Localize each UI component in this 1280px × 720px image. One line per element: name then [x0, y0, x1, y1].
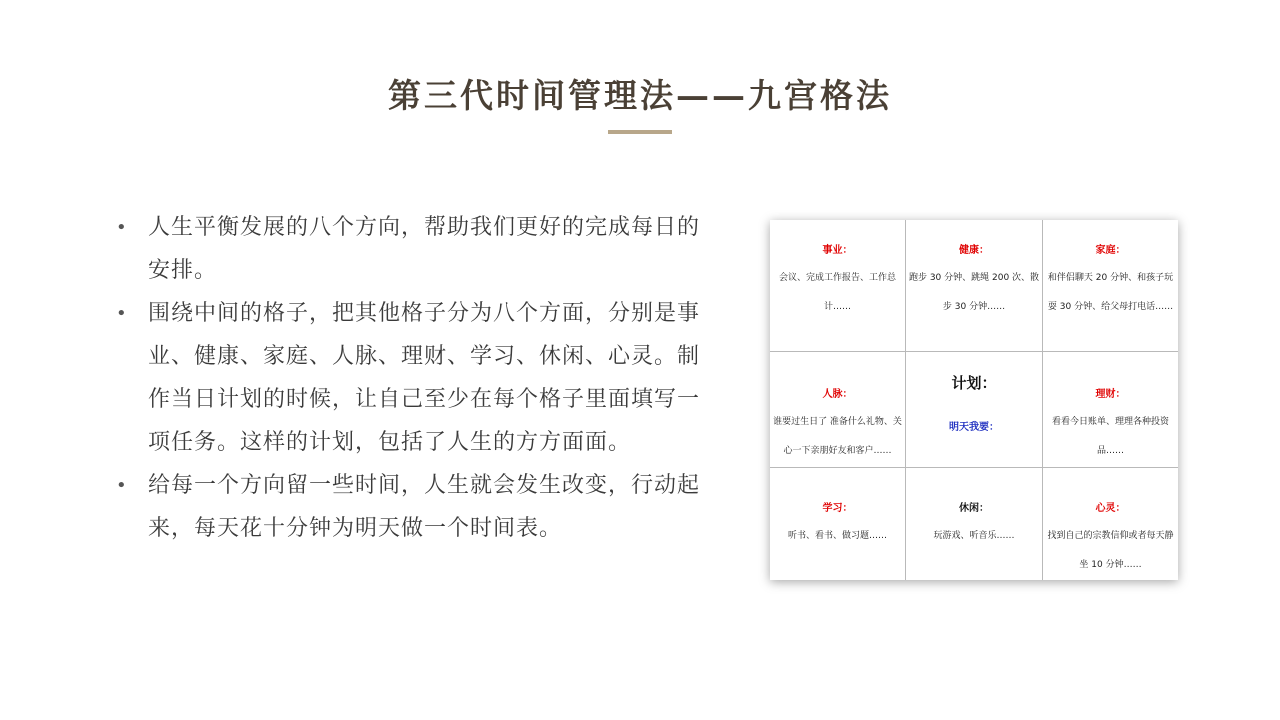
grid-cell-career: [770, 220, 906, 352]
nine-grid-image: [770, 220, 1178, 580]
title-underline: [608, 130, 672, 134]
bullet-dot: •: [116, 217, 128, 238]
cell-heading: 人脉：: [822, 389, 853, 400]
bullet-item: [110, 206, 710, 292]
grid-cell-network: [770, 352, 906, 468]
cell-heading: 心灵：: [1095, 503, 1126, 514]
bullet-text: 围绕中间的格子，把其他格子分为八个方面，分别是事业、健康、家庭、人脉、理财、学习、休闲、心灵。制作当日计划的时候，让自己至少在每个格子里面填写一项任务。这样的计划，包括了人生的方方面面。: [148, 301, 701, 455]
page-title: 第三代时间管理法——九宫格法: [388, 76, 892, 115]
cell-heading: 事业：: [822, 245, 853, 256]
bullet-item: [110, 464, 710, 550]
bullet-item: [110, 292, 710, 464]
cell-text: 玩游戏、听音乐……: [933, 531, 1015, 541]
cell-heading: 理财：: [1095, 389, 1126, 400]
grid-cell-finance: [1043, 352, 1178, 468]
cell-heading: 休闲：: [959, 503, 989, 514]
bullet-dot: •: [116, 475, 128, 496]
cell-text: 和伴侣聊天 20 分钟、和孩子玩耍 30 分钟、给父母打电话……: [1047, 273, 1174, 312]
cell-heading: 学习：: [822, 503, 853, 514]
cell-text: 会议、完成工作报告、工作总计……: [778, 273, 896, 312]
cell-text: 找到自己的宗教信仰或者每天静坐 10 分钟……: [1047, 531, 1174, 570]
cell-heading: 家庭：: [1095, 245, 1126, 256]
cell-text: 看看今日账单、理理各种投资品……: [1051, 417, 1169, 456]
grid-cell-family: [1043, 220, 1178, 352]
bullet-text: 给每一个方向留一些时间，人生就会发生改变，行动起来，每天花十分钟为明天做一个时间表。: [148, 473, 701, 541]
plan-heading: 计划：: [951, 374, 997, 392]
cell-text: 跑步 30 分钟、跳绳 200 次、散步 30 分钟……: [908, 273, 1040, 312]
grid-cell-plan: [906, 352, 1043, 468]
bullet-text: 人生平衡发展的八个方向，帮助我们更好的完成每日的安排。: [148, 215, 701, 283]
cell-text: 谁要过生日了 准备什么礼物、关心一下亲朋好友和客户……: [773, 417, 902, 456]
grid-cell-leisure: [906, 468, 1043, 580]
bullet-list: [110, 206, 710, 550]
grid-cell-health: [906, 220, 1043, 352]
cell-heading: 健康：: [959, 245, 989, 256]
bullet-dot: •: [116, 303, 128, 324]
grid-cell-study: [770, 468, 906, 580]
tomorrow-label: 明天我要：: [949, 422, 999, 433]
cell-text: 听书、看书、做习题……: [787, 531, 887, 541]
grid-cell-spirit: [1043, 468, 1178, 580]
